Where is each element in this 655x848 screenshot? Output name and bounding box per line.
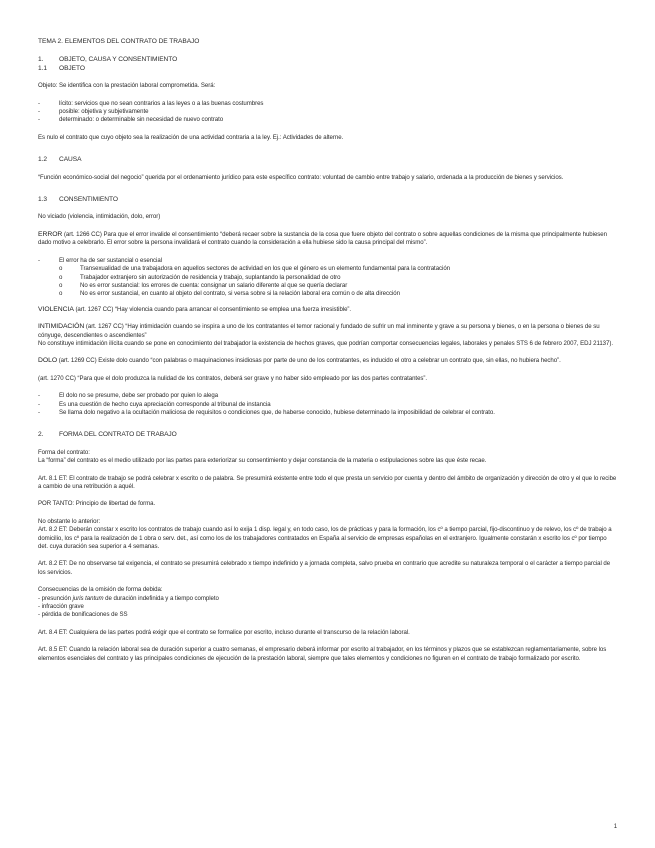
consecuencia-1-latin: juris tantum — [72, 594, 104, 602]
dash-marker: - — [38, 408, 40, 416]
list-item-text: El error ha de ser sustancial o esencial — [59, 256, 163, 264]
dolo-1270-paragraph: (art. 1270 CC) “Para que el dolo produzca la nulidad de los contratos, deberá ser grave y no haber sido empleado por las dos partes contratantes”. — [38, 374, 428, 382]
section-title: FORMA DEL CONTRATO DE TRABAJO — [59, 431, 177, 439]
subsection-consentimiento-heading — [38, 196, 618, 204]
list-item-text: Es una cuestión de hecho cuya apreciación corresponde al tribunal de instancia — [59, 400, 271, 408]
dash-marker: - — [38, 400, 40, 408]
error-list — [38, 257, 618, 265]
list-item — [38, 108, 618, 116]
error-paragraph — [38, 231, 618, 248]
intimidacion-note: No constituye intimidación ilícita cuando se pone en conocimiento del trabajador la existencia de hechos graves, que podrían comportar consecuencias legales, laborales y penales STS 6 de febrero 2007, EDJ 21137). — [38, 339, 613, 347]
violencia-text: (art. 1267 CC) “Hay violencia cuando para arrancar el consentimiento se emplea una fuerza irresistible”. — [73, 305, 352, 313]
violencia-term: VIOLENCIA — [38, 305, 74, 313]
objeto-intro: Objeto: Se identifica con la prestación laboral comprometida. Será: — [38, 82, 216, 90]
art-8-2-text: Art. 8.2 ET: Deberán constar x escrito los contratos de trabajo cuando así lo exija 1 disp. legal y, en todo caso, los de prácticas y para la formación, los cº a tiempo parcial, fijo-discontinuo y de relevo, los cº de trabajo a domicilio, los cº para la realización de 1 obra o serv. det., así como los de los trabajadores contratados en España al servicio de empresas españolas en el extranjero. Igualmente constarán x escrito los cº por tiempo det. cuya duración sea superior a 4 semanas. — [38, 526, 612, 551]
dolo-text: (art. 1269 CC) Existe dolo cuando “con palabras o maquinaciones insidiosas por parte de uno de los contratantes, es inducido el otro a celebrar un contrato que, sin ellas, no hubiera hecho”. — [57, 357, 561, 365]
consecuencia-1-prefix: - presunción — [38, 594, 73, 602]
objeto-note: Es nulo el contrato que cuyo objeto sea la realización de una actividad contraria a la ley. Ej.: Actividades de alterne. — [38, 133, 344, 141]
consecuencia-1-suffix: de duración indefinida y a tiempo completo — [103, 594, 219, 602]
subsection-objeto-heading — [38, 65, 618, 73]
list-item — [38, 401, 618, 409]
subsection-number: 1.3 — [38, 196, 48, 204]
subsection-title: CONSENTIMIENTO — [59, 196, 118, 204]
dash-marker: - — [38, 392, 40, 400]
subsection-title: CAUSA — [59, 156, 82, 164]
art-8-5-paragraph: Art. 8.5 ET: Cuando la relación laboral sea de duración superior a cuatro semanas, el empresario deberá informar por escrito al trabajador, en los términos y plazos que se establezcan reglamentariamente, sobre los elementos esenciales del contrato y las principales condiciones de ejecución de la prestación laboral, siempre que tales elementos y condiciones no figuren en el contrato de trabajo formalizado por escrito. — [38, 646, 607, 662]
dolo-term: DOLO — [38, 357, 58, 365]
forma-definition: La “forma” del contrato es el medio utilizado por las partes para exteriorizar su consentimiento y dejar constancia de la materia o estipulaciones sobre las que éste recae. — [38, 457, 487, 465]
list-item — [38, 100, 618, 108]
consecuencias-paragraph — [38, 586, 618, 620]
circle-marker: o — [59, 290, 63, 298]
subsection-number: 1.1 — [38, 64, 48, 72]
sublist-item — [38, 282, 618, 290]
dash-marker: - — [38, 116, 40, 124]
art-8-2-presuncion-paragraph: Art. 8.2 ET: De no observarse tal exigencia, el contrato se presumirá celebrado x tiempo indefinido y a jornada completa, salvo prueba en contrario que acredite su naturaleza temporal o el carácter a tiempo parcial de los servicios. — [38, 560, 611, 576]
circle-marker: o — [59, 273, 63, 281]
sublist-item-text: No es error sustancial: los errores de cuenta: consignar un salario diferente al que se quería declarar — [80, 281, 348, 289]
art-8-4-paragraph: Art. 8.4 ET: Cualquiera de las partes podrá exigir que el contrato se formalice por escrito, incluso durante el transcurso de la relación laboral. — [38, 628, 410, 636]
section-title: OBJETO, CAUSA Y CONSENTIMIENTO — [59, 56, 178, 64]
error-term: ERROR — [38, 230, 63, 238]
violencia-paragraph — [38, 306, 618, 314]
dash-marker: - — [38, 256, 40, 264]
sublist-item-text: Transexualidad de una trabajadora en aquellos sectores de actividad en los que el género es un elemento fundamental para la contratación — [80, 265, 451, 273]
list-item — [38, 257, 618, 265]
no-obstante-label: No obstante lo anterior: — [38, 517, 101, 525]
page-content — [38, 38, 618, 672]
sublist-item-text: Trabajador extranjero sin autorización de residencia y trabajo, suplantando la personalidad de otro — [80, 273, 341, 281]
section-number: 1. — [38, 56, 44, 64]
intimidacion-term: INTIMIDACIÓN — [38, 323, 85, 331]
consecuencia-3: - pérdida de bonificaciones de SS — [38, 611, 128, 619]
list-item — [38, 409, 618, 417]
intimidacion-paragraph — [38, 323, 618, 348]
subsection-title: OBJETO — [59, 64, 85, 72]
error-text: (art. 1266 CC) Para que el error invalide el consentimiento “deberá recaer sobre la sustancia de la cosa que fuere objeto del contrato o sobre aquellas condiciones de la misma que principalmente hubiesen dado motivo a celebrarlo. El error sobre la persona invalidará el contrato cuando la consideración a ella hubiese sido la causa principal del mismo”. — [38, 230, 607, 247]
sublist-item-text: No es error sustancial, en cuanto al objeto del contrato, si versa sobre si la relación laboral era común o de alta dirección — [80, 290, 400, 298]
error-sublist — [38, 265, 618, 299]
list-item-text: Se llama dolo negativo a la ocultación maliciosa de requisitos o condiciones que, de haberse conocido, hubiese determinado la imposibilidad de celebrar el contrato. — [59, 408, 495, 416]
por-tanto-paragraph: POR TANTO: Principio de libertad de forma. — [38, 500, 156, 508]
section-2-heading — [38, 431, 618, 439]
sublist-item — [38, 274, 618, 282]
list-item — [38, 392, 618, 400]
document-title: TEMA 2. ELEMENTOS DEL CONTRATO DE TRABAJO — [38, 38, 200, 45]
section-number: 2. — [38, 431, 44, 439]
consecuencias-heading: Consecuencias de la omisión de forma debida: — [38, 586, 163, 594]
dash-marker: - — [38, 108, 40, 116]
circle-marker: o — [59, 281, 63, 289]
dolo-paragraph — [38, 357, 618, 365]
page-number: 1 — [613, 823, 617, 830]
list-item-text: posible: objetiva y subjetivamente — [59, 108, 149, 116]
art-8-1-paragraph: Art. 8.1 ET: El contrato de trabajo se podrá celebrar x escrito o de palabra. Se presumirá existente entre todo el que presta un servicio por cuenta y dentro del ámbito de organización y dirección de otro y el que lo recibe a cambio de una retribución a aquél. — [38, 474, 617, 490]
objeto-requirements-list — [38, 100, 618, 125]
section-1-heading — [38, 56, 618, 64]
sublist-item — [38, 290, 618, 298]
forma-label: Forma del contrato: — [38, 448, 90, 456]
forma-paragraph-1 — [38, 449, 618, 466]
subsection-number: 1.2 — [38, 156, 48, 164]
art-8-2-paragraph — [38, 518, 618, 552]
list-item-text: lícito: servicios que no sean contrarios a las leyes o a las buenas costumbres — [59, 99, 264, 107]
intimidacion-text: (art. 1267 CC) “Hay intimidación cuando se inspira a uno de los contratantes el temor racional y fundado de sufrir un mal inminente y grave a su persona y bienes, o en la persona o bienes de su cónyuge, descendientes o ascendientes” — [38, 323, 600, 339]
list-item-text: El dolo no se presume, debe ser probado por quien lo alega — [59, 392, 219, 400]
list-item — [38, 116, 618, 124]
circle-marker: o — [59, 265, 63, 273]
sublist-item — [38, 265, 618, 273]
causa-text: “Función económico-social del negocio” querida por el ordenamiento jurídico para este específico contrato: voluntad de cambio entre trabajo y salario, ordenada a la producción de bienes y servicios. — [38, 173, 564, 181]
dash-marker: - — [38, 99, 40, 107]
consentimiento-intro: No viciado (violencia, intimidación, dolo, error) — [38, 213, 161, 221]
dolo-list — [38, 392, 618, 417]
list-item-text: determinado: o determinable sin necesidad de nuevo contrato — [59, 116, 224, 124]
consecuencia-2: - infracción grave — [38, 603, 84, 611]
subsection-causa-heading — [38, 156, 618, 164]
